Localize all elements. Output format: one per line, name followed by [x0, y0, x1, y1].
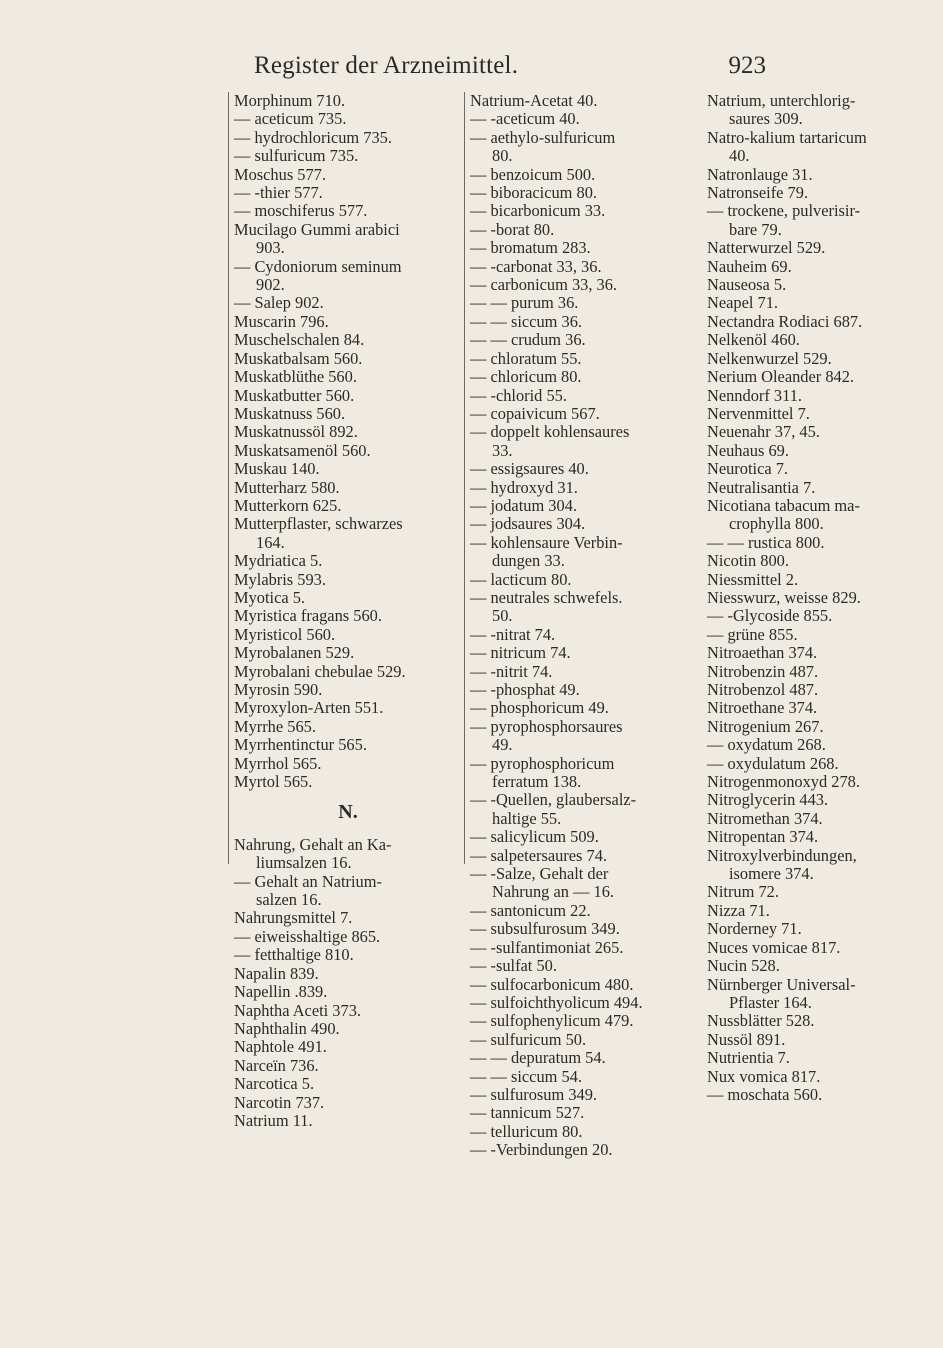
- index-entry: Naphtha Aceti 373.: [234, 1000, 361, 1020]
- index-entry: Nitrobenzol 487.: [707, 680, 819, 699]
- index-entry: crophylla 800.: [729, 514, 824, 534]
- index-entry: — aceticum 735.: [234, 109, 347, 129]
- index-entry: Nicotiana tabacum ma-: [707, 495, 860, 515]
- index-entry: Naphthalin 490.: [234, 1018, 340, 1038]
- index-column-1: [234, 92, 462, 1130]
- index-entry: Myrosin 590.: [234, 680, 323, 699]
- index-entry: Natrium-Acetat 40.: [470, 91, 598, 110]
- index-entry: Nitromethan 374.: [707, 808, 823, 828]
- index-entry: Myrobalani chebulae 529.: [234, 661, 406, 681]
- index-entry: salzen 16.: [256, 890, 322, 910]
- index-entry: — chloricum 80.: [470, 367, 582, 387]
- index-entry: Mydriatica 5.: [234, 551, 323, 571]
- index-entry: — -sulfat 50.: [470, 956, 557, 976]
- index-entry: 80.: [492, 146, 513, 166]
- index-entry: — jodatum 304.: [470, 495, 577, 515]
- index-entry: Natrium 11.: [234, 1110, 313, 1130]
- index-entry: Nahrung an — 16.: [492, 882, 614, 902]
- index-entry: 164.: [256, 532, 285, 552]
- index-entry: — -Salze, Gehalt der: [470, 864, 609, 884]
- index-entry: — hydroxyd 31.: [470, 477, 578, 497]
- index-entry: — — depuratum 54.: [470, 1048, 606, 1068]
- index-entry: — kohlensaure Verbin-: [470, 532, 623, 552]
- index-entry: Moschus 577.: [234, 164, 326, 184]
- index-entry: Nizza 71.: [707, 900, 770, 920]
- index-entry: bare 79.: [729, 219, 782, 239]
- index-entry: — -nitrit 74.: [470, 661, 553, 681]
- index-entry: Morphinum 710.: [234, 91, 346, 110]
- index-entry: — pyrophosphorsaures: [470, 716, 623, 736]
- index-entry: — grüne 855.: [707, 624, 798, 644]
- index-entry: Mutterharz 580.: [234, 477, 340, 497]
- index-entry: Myrrhentinctur 565.: [234, 735, 367, 755]
- index-entry: Neuhaus 69.: [707, 440, 789, 460]
- running-title: Register der Arzneimittel.: [254, 52, 519, 79]
- index-entry: Narcotica 5.: [234, 1074, 315, 1094]
- index-entry: Mucilago Gummi arabici: [234, 219, 400, 239]
- index-entry: dungen 33.: [492, 551, 565, 571]
- index-entry: — bromatum 283.: [470, 238, 591, 258]
- index-entry: Narcotin 737.: [234, 1092, 325, 1112]
- index-entry: Nux vomica 817.: [707, 1066, 821, 1086]
- index-entry: 903.: [256, 238, 285, 258]
- index-entry: Nuces vomicae 817.: [707, 937, 841, 957]
- index-entry: Nauheim 69.: [707, 256, 792, 276]
- index-entry: — sulfuricum 735.: [234, 146, 359, 166]
- index-entry: — sulfoichthyolicum 494.: [470, 992, 643, 1012]
- index-entry: Muskatsamenöl 560.: [234, 440, 371, 460]
- index-entry: Pflaster 164.: [729, 992, 812, 1012]
- index-entry: — phosphoricum 49.: [470, 698, 609, 718]
- index-entry: Niesswurz, weisse 829.: [707, 587, 861, 607]
- index-entry: Muskatbalsam 560.: [234, 348, 363, 368]
- index-entry: isomere 374.: [729, 864, 814, 884]
- index-entry: liumsalzen 16.: [256, 853, 352, 873]
- index-entry: Muskatblüthe 560.: [234, 367, 357, 387]
- index-entry: Myrobalanen 529.: [234, 643, 355, 663]
- index-entry: Neapel 71.: [707, 293, 778, 313]
- index-entry: Nenndorf 311.: [707, 385, 802, 405]
- index-entry: — — purum 36.: [470, 293, 579, 313]
- index-column-2: [470, 92, 708, 1160]
- index-entry: — benzoicum 500.: [470, 164, 596, 184]
- index-entry: Napellin .839.: [234, 982, 328, 1002]
- page-number: 923: [728, 52, 766, 79]
- index-entry: Muscarin 796.: [234, 311, 329, 331]
- index-entry: — subsulfurosum 349.: [470, 919, 620, 939]
- index-entry: — neutrales schwefels.: [470, 587, 623, 607]
- index-entry: Nitrogenium 267.: [707, 716, 824, 736]
- index-entry: — eiweisshaltige 865.: [234, 926, 381, 946]
- index-entry: Myroxylon-Arten 551.: [234, 698, 384, 718]
- index-entry: — -carbonat 33, 36.: [470, 256, 602, 276]
- index-entry: — trockene, pulverisir-: [707, 201, 861, 221]
- index-entry: — -sulfantimoniat 265.: [470, 937, 624, 957]
- index-entry: Nucin 528.: [707, 956, 780, 976]
- index-entry: Muskatnussöl 892.: [234, 422, 358, 442]
- column-rule-left: [228, 92, 229, 864]
- index-entry: — Cydoniorum seminum: [234, 256, 402, 276]
- index-entry: Myristica fragans 560.: [234, 606, 382, 626]
- index-entry: — fetthaltige 810.: [234, 945, 354, 965]
- index-entry: — -Glycoside 855.: [707, 606, 833, 626]
- index-entry: — moschata 560.: [707, 1084, 823, 1104]
- index-entry: Nitrogenmonoxyd 278.: [707, 772, 860, 792]
- index-entry: — — crudum 36.: [470, 330, 586, 350]
- index-entry: — telluricum 80.: [470, 1121, 583, 1141]
- index-entry: Norderney 71.: [707, 919, 802, 939]
- index-entry: Narceïn 736.: [234, 1055, 319, 1075]
- index-entry: Neutralisantia 7.: [707, 477, 816, 497]
- index-entry: — essigsaures 40.: [470, 459, 589, 479]
- index-entry: — Salep 902.: [234, 293, 324, 313]
- index-entry: — -nitrat 74.: [470, 624, 556, 644]
- index-entry: Nervenmittel 7.: [707, 403, 810, 423]
- index-entry: — bicarbonicum 33.: [470, 201, 606, 221]
- index-entry: Nitroxylverbindungen,: [707, 845, 857, 865]
- index-entry: 902.: [256, 275, 285, 295]
- index-entry: — copaivicum 567.: [470, 403, 600, 423]
- index-entry: haltige 55.: [492, 808, 562, 828]
- index-entry: Nitroethane 374.: [707, 698, 818, 718]
- index-entry: — — siccum 36.: [470, 311, 582, 331]
- index-entry: Nutrientia 7.: [707, 1048, 790, 1068]
- index-entry: — chloratum 55.: [470, 348, 582, 368]
- index-entry: Myrrhe 565.: [234, 716, 316, 736]
- index-entry: — doppelt kohlensaures: [470, 422, 630, 442]
- index-entry: — aethylo-sulfuricum: [470, 127, 616, 147]
- index-entry: Mutterkorn 625.: [234, 495, 342, 515]
- index-entry: 49.: [492, 735, 513, 755]
- index-entry: — salicylicum 509.: [470, 827, 599, 847]
- index-entry: — sulfurosum 349.: [470, 1084, 598, 1104]
- index-entry: — sulfophenylicum 479.: [470, 1011, 634, 1031]
- index-entry: Natronlauge 31.: [707, 164, 813, 184]
- index-entry: Naphtole 491.: [234, 1037, 327, 1057]
- index-entry: Myrrhol 565.: [234, 753, 322, 773]
- index-entry: Nectandra Rodiaci 687.: [707, 311, 863, 331]
- index-entry: — carbonicum 33, 36.: [470, 275, 618, 295]
- index-entry: Napalin 839.: [234, 963, 319, 983]
- index-entry: Nelkenöl 460.: [707, 330, 800, 350]
- section-heading: N.: [338, 801, 358, 824]
- index-entry: Natterwurzel 529.: [707, 238, 826, 258]
- index-entry: Nahrung, Gehalt an Ka-: [234, 834, 392, 854]
- index-entry: — santonicum 22.: [470, 900, 591, 920]
- index-entry: Nicotin 800.: [707, 551, 789, 571]
- index-entry: — -thier 577.: [234, 183, 323, 203]
- index-entry: Myotica 5.: [234, 587, 306, 607]
- index-entry: Natro-kalium tartaricum: [707, 127, 867, 147]
- index-entry: 40.: [729, 146, 750, 166]
- index-entry: Mutterpflaster, schwarzes: [234, 514, 403, 534]
- index-entry: Nitropentan 374.: [707, 827, 819, 847]
- index-entry: ferratum 138.: [492, 772, 582, 792]
- index-entry: — -Quellen, glaubersalz-: [470, 790, 637, 810]
- index-entry: — pyrophosphoricum: [470, 753, 615, 773]
- index-entry: — jodsaures 304.: [470, 514, 586, 534]
- index-entry: — sulfocarbonicum 480.: [470, 974, 634, 994]
- index-entry: Nitrum 72.: [707, 882, 779, 902]
- index-entry: — oxydulatum 268.: [707, 753, 839, 773]
- index-entry: Nauseosa 5.: [707, 275, 787, 295]
- index-entry: Nitroglycerin 443.: [707, 790, 829, 810]
- index-entry: Nussblätter 528.: [707, 1011, 815, 1031]
- page-header: [236, 52, 766, 92]
- index-entry: Myrtol 565.: [234, 772, 313, 792]
- index-entry: Mylabris 593.: [234, 569, 326, 589]
- index-entry: Muskatbutter 560.: [234, 385, 355, 405]
- index-entry: Nelkenwurzel 529.: [707, 348, 832, 368]
- index-entry: Muskatnuss 560.: [234, 403, 346, 423]
- index-entry: — sulfuricum 50.: [470, 1029, 587, 1049]
- index-entry: Nahrungsmittel 7.: [234, 908, 353, 928]
- index-entry: — -aceticum 40.: [470, 109, 580, 129]
- index-entry: Muskau 140.: [234, 459, 320, 479]
- index-entry: 33.: [492, 440, 513, 460]
- index-entry: Nürnberger Universal-: [707, 974, 856, 994]
- index-entry: — -chlorid 55.: [470, 385, 567, 405]
- index-entry: — oxydatum 268.: [707, 735, 826, 755]
- index-entry: — -borat 80.: [470, 219, 555, 239]
- index-column-3: [707, 92, 943, 1104]
- index-entry: Nitroaethan 374.: [707, 643, 818, 663]
- index-entry: Neuenahr 37, 45.: [707, 422, 820, 442]
- index-entry: 50.: [492, 606, 513, 626]
- index-entry: — salpetersaures 74.: [470, 845, 607, 865]
- index-entry: Niessmittel 2.: [707, 569, 799, 589]
- index-entry: Neurotica 7.: [707, 459, 789, 479]
- index-entry: — moschiferus 577.: [234, 201, 368, 221]
- index-entry: — tannicum 527.: [470, 1103, 585, 1123]
- index-entry: — -Verbindungen 20.: [470, 1140, 613, 1160]
- column-rule-middle: [464, 92, 465, 864]
- index-entry: — Gehalt an Natrium-: [234, 871, 382, 891]
- index-entry: Nerium Oleander 842.: [707, 367, 855, 387]
- index-entry: saures 309.: [729, 109, 803, 129]
- index-entry: — — siccum 54.: [470, 1066, 582, 1086]
- index-entry: — -phosphat 49.: [470, 680, 580, 699]
- index-entry: Nussöl 891.: [707, 1029, 786, 1049]
- index-entry: — lacticum 80.: [470, 569, 572, 589]
- index-entry: Natrium, unterchlorig-: [707, 91, 856, 110]
- index-entry: Natronseife 79.: [707, 183, 809, 203]
- index-entry: — nitricum 74.: [470, 643, 571, 663]
- index-entry: Nitrobenzin 487.: [707, 661, 819, 681]
- index-entry: — hydrochloricum 735.: [234, 127, 392, 147]
- index-entry: Myristicol 560.: [234, 624, 336, 644]
- index-entry: Muschelschalen 84.: [234, 330, 365, 350]
- index-entry: — biboracicum 80.: [470, 183, 597, 203]
- index-entry: — — rustica 800.: [707, 532, 825, 552]
